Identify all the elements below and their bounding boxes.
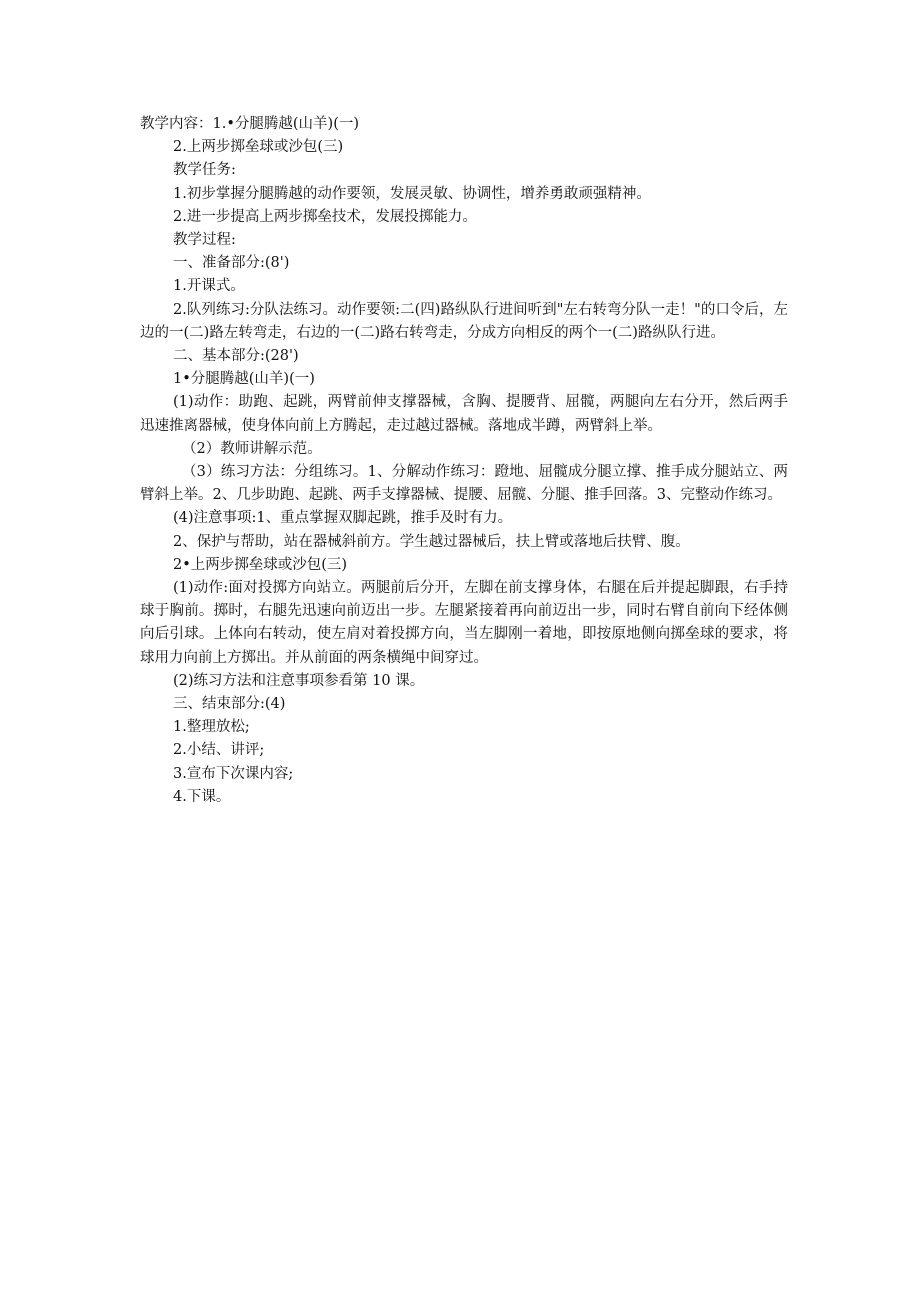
lesson-process-heading: 教学过程: — [173, 232, 236, 249]
section-basic-heading: 二、基本部分:(28') — [173, 348, 299, 365]
ending-item-2: 2.小结、讲评; — [173, 742, 265, 759]
basic-item-2-heading: 2•上两步掷垒球或沙包(三) — [173, 556, 348, 573]
document-page — [140, 113, 788, 809]
ending-item-3: 3.宣布下次课内容; — [173, 765, 294, 782]
basic-item-1-demo: （2）教师讲解示范。 — [182, 440, 322, 457]
lesson-content-heading: 教学内容：1.•分腿腾越(山羊)(一) — [140, 116, 360, 132]
basic-item-1-heading: 1•分腿腾越(山羊)(一) — [173, 371, 315, 388]
ending-item-4: 4.下课。 — [173, 788, 231, 805]
basic-item-2-action: (1)动作:面对投掷方向站立。两腿前后分开，左脚在前支撑身体，右腿在后并提起脚跟，右手持球于胸前。掷时，右腿先迅速向前迈出一步。左腿紧接着再向前迈出一步，同时右臂自前向下经体侧向后引球。上体向右转动，使左肩对着投掷方向，当左脚刚一着地，即按原地侧向掷垒球的要求，将球用力向前上方掷出。并从前面的两条横绳中间穿过。 — [140, 580, 788, 666]
basic-item-1-protection: 2、保护与帮助，站在器械斜前方。学生越过器械后，扶上臂或落地后扶臂、腹。 — [173, 533, 690, 550]
section-preparation-heading: 一、准备部分:(8') — [173, 255, 290, 272]
lesson-task-1: 1.初步掌握分腿腾越的动作要领，发展灵敏、协调性，增养勇敢顽强精神。 — [173, 185, 651, 202]
preparation-item-1: 1.开课式。 — [173, 278, 245, 295]
lesson-task-2: 2.进一步提高上两步掷垒技术，发展投掷能力。 — [173, 208, 477, 225]
section-ending-heading: 三、结束部分:(4) — [173, 696, 286, 713]
lesson-content-item-2: 2.上两步掷垒球或沙包(三) — [173, 139, 344, 156]
ending-item-1: 1.整理放松; — [173, 719, 250, 736]
basic-item-1-practice: （3）练习方法：分组练习。1、分解动作练习：蹬地、屈髋成分腿立撑、推手成分腿站立、两臂斜上举。2、几步助跑、起跳、两手支撑器械、提腰、屈髋、分腿、推手回落。3、完整动作练习。 — [140, 464, 788, 504]
preparation-item-2: 2.队列练习:分队法练习。动作要领:二(四)路纵队行进间听到"左右转弯分队一走！"的口令后，左边的一(二)路左转弯走，右边的一(二)路右转弯走，分成方向相反的两个一(二)路纵队行进。 — [140, 301, 788, 341]
basic-item-1-action: (1)动作：助跑、起跳，两臂前伸支撑器械，含胸、提腰背、屈髋，两腿向左右分开，然后两手迅速推离器械，使身体向前上方腾起，走过越过器械。落地成半蹲，两臂斜上举。 — [140, 394, 788, 434]
lesson-tasks-heading: 教学任务: — [173, 162, 236, 179]
basic-item-1-notes: (4)注意事项:1、重点掌握双脚起跳，推手及时有力。 — [173, 510, 513, 527]
basic-item-2-practice: (2)练习方法和注意事项参看第 10 课。 — [173, 672, 425, 689]
